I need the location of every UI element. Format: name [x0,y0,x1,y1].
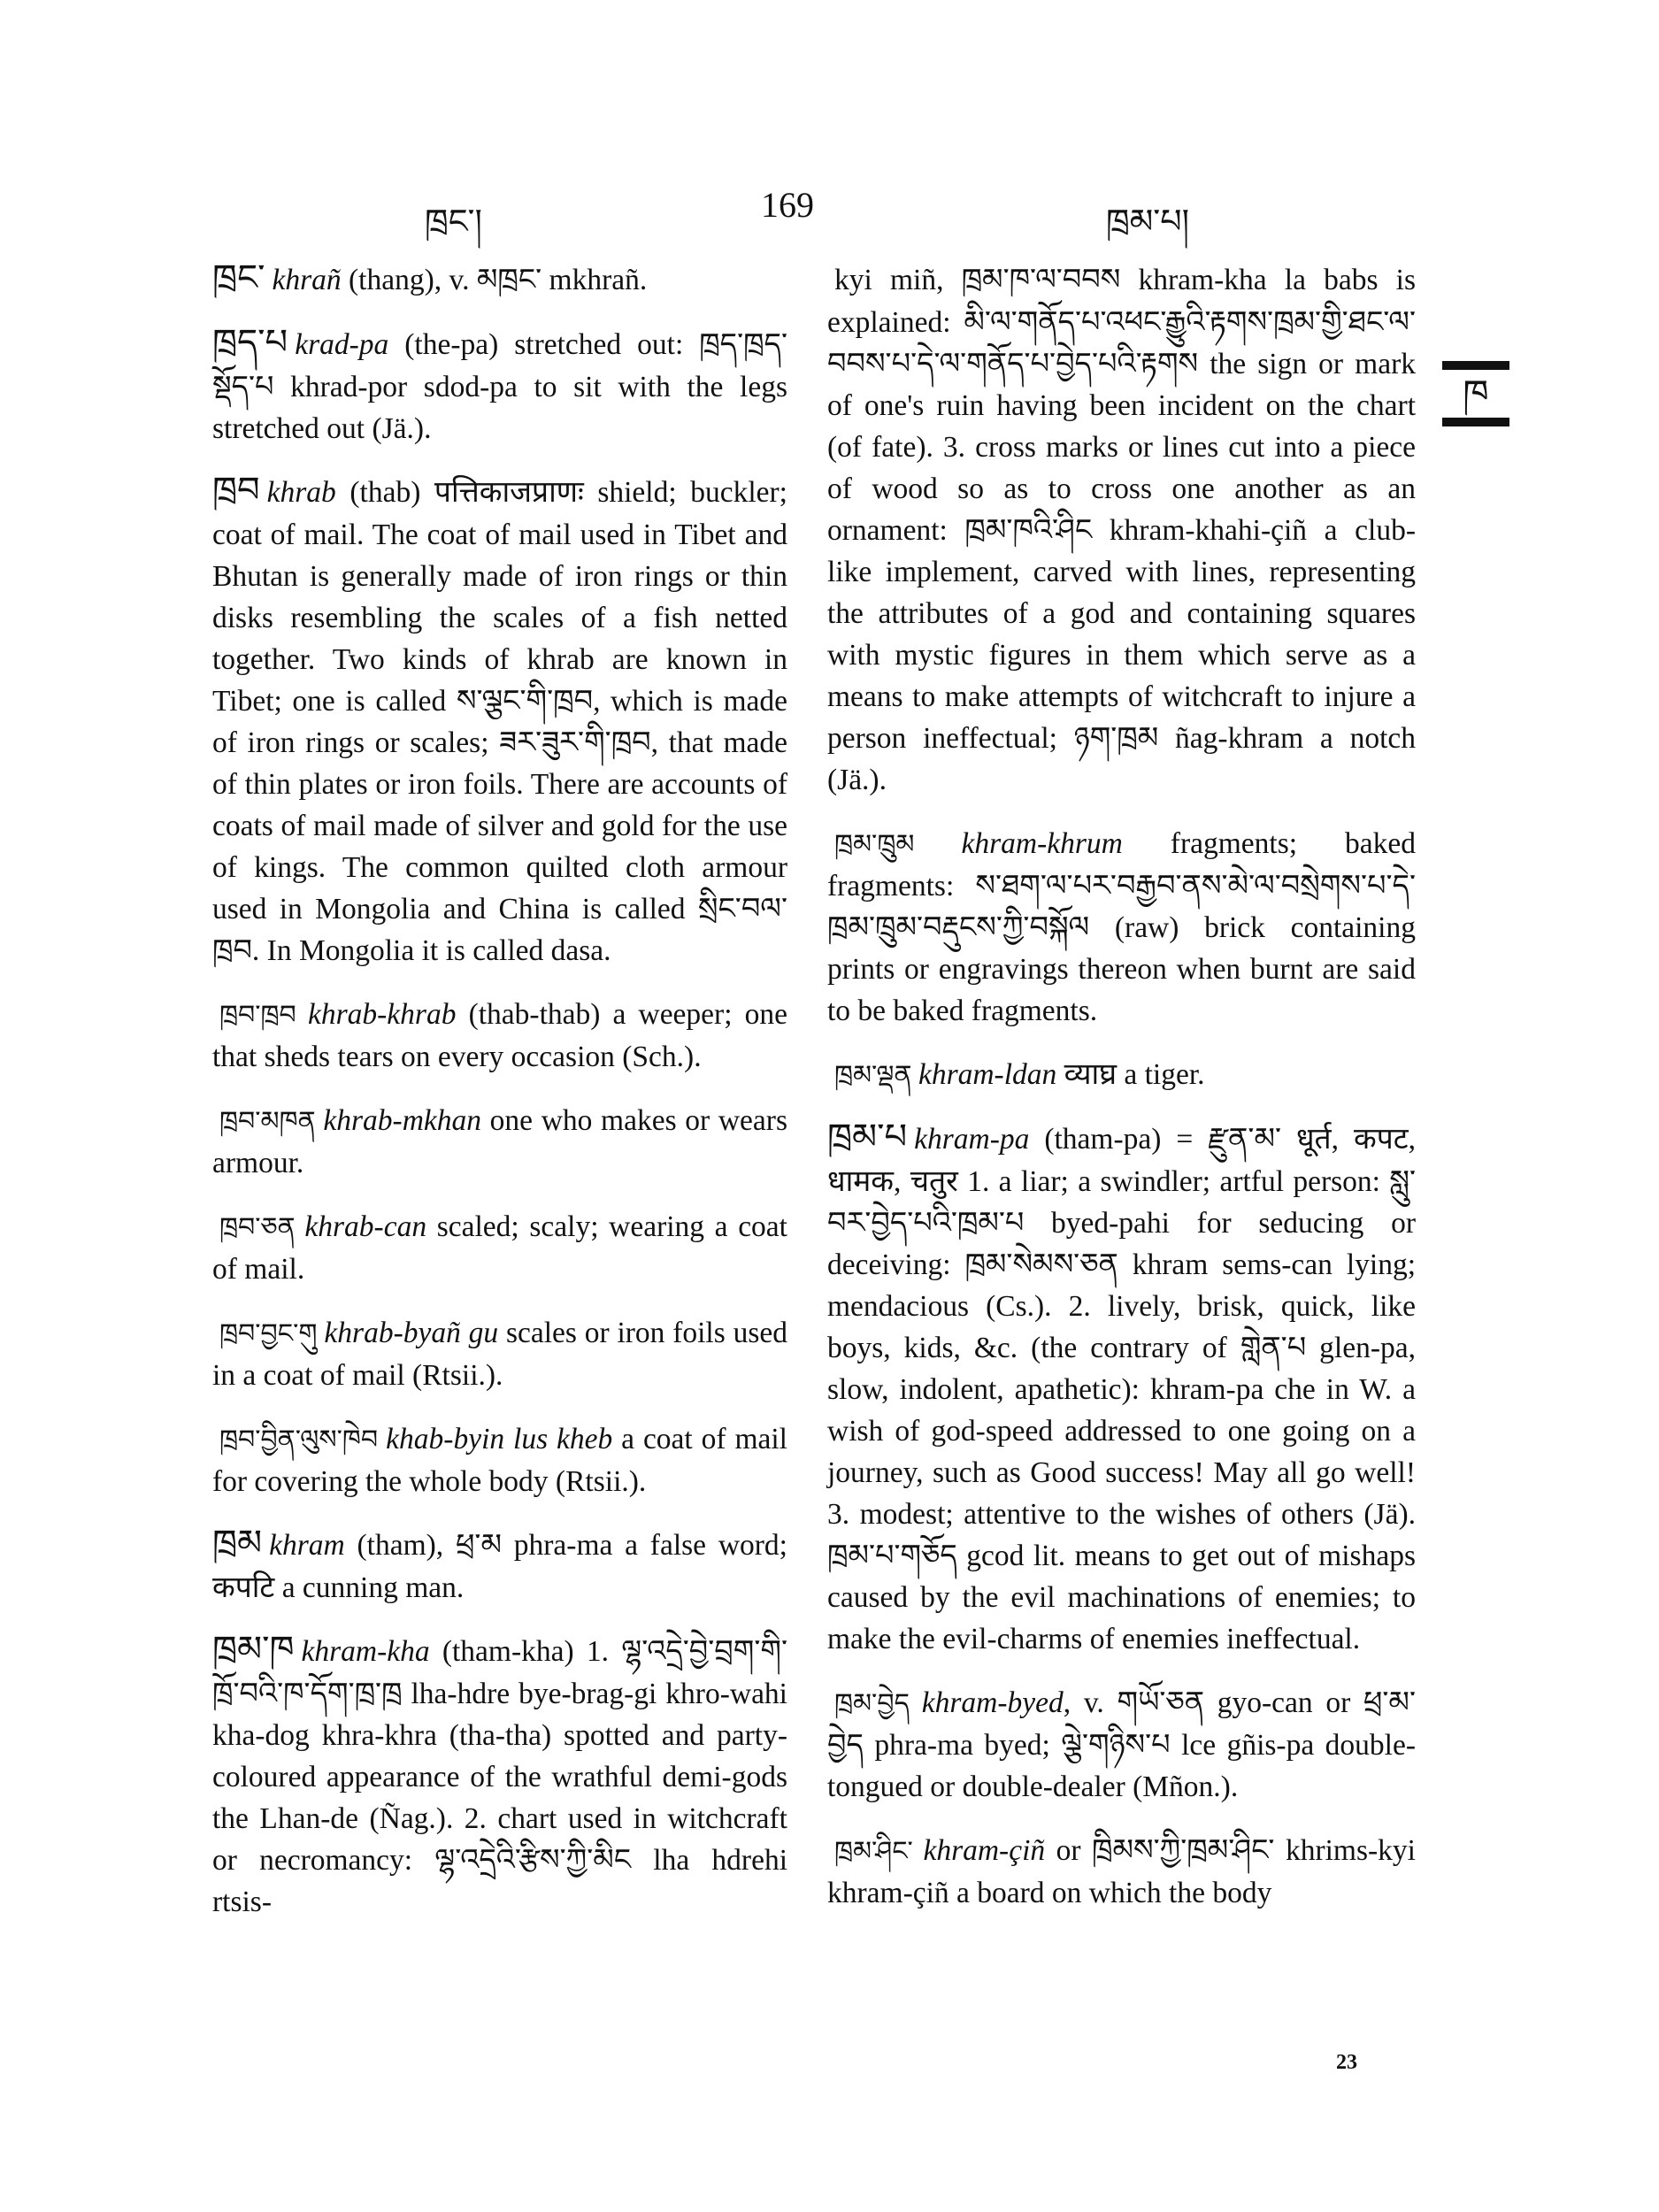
entry-definition: (tham-kha) 1. ལྷ་འདྲེ་བྱེ་བྲག་གི་ཁྲོ་བའི་ཁ་དོག་ཁྲ་ཁྲ lha-hdre bye-brag-gi khro-wahi kha-dog khra-khra (tha-tha) spotted and party-coloured appearance of the wrathful demi-gods the Lhan-de (Ñag.). 2. chart used in witchcraft or necromancy: ལྷ་འདྲེའི་རྩིས་ཀྱི་མིང lha hdrehi rtsis- [212,1635,787,1918]
right-column [827,257,1416,1933]
dictionary-entry [212,1416,787,1502]
entry-tibetan: ཁྲབ་ཅན [219,1213,305,1242]
entry-headword: ཁྲམ [212,1523,263,1563]
entry-definition: fragments; baked fragments: ས་ཐག་ལ་པར་བརྒྱབ་ནས་མེ་ལ་བསྲེགས་པ་དེ་ཁྲམ་ཁྲུམ་བརྡུངས་ཀྱི་བསྐོལ (raw) brick containing prints or engravings thereon when burnt are said to be baked fragments. [827,827,1417,1027]
entry-definition: or ཁྲིམས་ཀྱི་ཁྲམ་ཤིང་ khrims-kyi khram-çiñ a board on which the body [827,1834,1416,1909]
entry-headword: ཁྲབ [212,470,260,510]
entry-tibetan: ཁྲམ་བྱེད [834,1689,922,1718]
entry-definition: scaled; scaly; wearing a coat of mail. [212,1210,787,1286]
entry-definition: scales or iron foils used in a coat of mail (Rtsii.). [212,1317,787,1392]
entry-definition: व्याघ्र a tiger. [1056,1058,1205,1091]
thumb-index-tab [1442,361,1509,426]
dictionary-entry [212,1628,787,1923]
entry-definition: a coat of mail for covering the whole body (Rtsii.). [212,1423,787,1498]
entry-headword: ཁྲམ་ཁ [212,1629,295,1669]
entry-transliteration: khram-ldan [918,1058,1057,1091]
entry-tibetan: ཁྲབ་བྱང་གུ [219,1319,325,1348]
entry-transliteration: khram-çiñ [923,1834,1046,1867]
entry-transliteration: khram-pa [914,1123,1030,1156]
dictionary-entry [212,991,787,1078]
entry-transliteration: khrab-khrab [308,998,457,1031]
entry-definition: (thang), v. མཁྲང་ mkhrañ. [341,264,648,296]
entry-definition: (thab) पत्तिकाजप्राणः shield; buckler; coat of mail. The coat of mail used in Tibet and Bhutan is generally made of iron rings or thin disks resembling the scales of a fish netted together. Two kinds of khrab are known in Tibet; one is called ས་ལྕང་གི་ཁྲབ, which is made of iron rings or scales; ཟར་ཟུར་གི་ཁྲབ, that made of thin plates or iron foils. There are accounts of coats of mail made of silver and gold for the use of kings. The common quilted cloth armour used in Mongolia and China is called སྲིང་བལ་ཁྲབ. In Mongolia it is called dasa. [212,476,787,967]
entry-tibetan: ཁྲབ་ཁྲབ [219,1001,308,1030]
entry-transliteration: khrab-mkhan [323,1104,482,1137]
entry-transliteration: khram-byed [921,1686,1064,1719]
dictionary-entry [827,1116,1416,1660]
entry-headword: ཁྲང་ [212,257,265,297]
dictionary-entry [212,1522,787,1609]
entry-transliteration: khram-khrum [961,827,1123,860]
entry-transliteration: khab-byin lus kheb [386,1423,613,1455]
entry-transliteration: khrab [266,476,336,509]
entry-definition: (tham), ཕྲ་མ phra-ma a false word; कपटि a cunning man. [212,1529,787,1604]
entry-transliteration: krad-pa [295,328,389,361]
entry-tibetan: ཁྲམ་ཤིང་ [834,1837,924,1866]
entry-transliteration: khrab-byañ gu [324,1317,499,1349]
entry-tibetan: ཁྲབ་མཁན [219,1107,324,1136]
thumb-index-letter: ཁ [1463,372,1489,415]
dictionary-entry [212,1310,787,1396]
dictionary-entry [827,1827,1416,1914]
entry-tibetan: ཁྲམ་ཁྲུམ [834,830,962,859]
dictionary-entry [827,820,1416,1032]
dictionary-entry [827,1051,1416,1096]
entry-headword: ཁྲམ་པ [827,1117,908,1156]
entry-definition: (tham-pa) = རྫུན་མ་ धूर्त, कपट, धामक, चतुर 1. a liar; a swindler; artful person: སླུ་བར་བྱེད་པའི་ཁྲམ་པ byed-pahi for seducing or deceiving: ཁྲམ་སེམས་ཅན khram sems-can lying; mendacious (Cs.). 2. lively, brisk, quick, like boys, kids, &c. (the contrary of གླེན་པ glen-pa, slow, indolent, apathetic): khram-pa che in W. a wish of god-speed addressed to one going on a journey, such as Good success! May all go well! 3. modest; attentive to the wishes of others (Jä). ཁྲམ་པ་གཅོད gcod lit. means to get out of mishaps caused by the evil machinations of enemies; to make the evil-charms of enemies ineffectual. [827,1123,1416,1655]
left-column [212,257,787,1942]
dictionary-entry [212,1097,787,1184]
entry-transliteration: khrab-can [304,1210,427,1243]
page-number: 169 [761,185,814,225]
dictionary-entry [212,321,787,449]
entry-transliteration: khrañ [272,264,342,296]
dictionary-entry [212,1203,787,1290]
entry-headword: ཁྲད་པ [212,322,288,362]
running-head-right: ཁྲམ་པ། [1106,202,1190,241]
entry-definition: (thab-thab) a weeper; one that sheds tears on every occasion (Sch.). [212,998,787,1073]
running-head-left: ཁྲང་། [425,202,482,241]
entry-tibetan: ཁྲམ་ལྡན [834,1061,918,1090]
dictionary-entry [827,257,1416,801]
dictionary-entry [212,257,787,302]
entry-transliteration: khram [269,1529,345,1562]
entry-definition: kyi miñ, ཁྲམ་ཁ་ལ་བབས khram-kha la babs is explained: མི་ལ་གནོད་པ་འཕང་རྒྱུའི་རྟགས་ཁྲམ་གྱི་ཐང་ལ་བབས་པ་དེ་ལ་གནོད་པ་བྱེད་པའི་རྟགས the sign or mark of one's ruin having been incident on the chart (of fate). 3. cross marks or lines cut into a piece of wood so as to cross one another as an ornament: ཁྲམ་ཁའི་ཤིང khram-khahi-çiñ a club-like implement, carved with lines, representing the attributes of a god and containing squares with mystic figures in them which serve as a means to make attempts of witchcraft to injure a person ineffectual; ཉག་ཁྲམ ñag-khram a notch (Jä.). [827,264,1416,796]
entry-transliteration: khram-kha [301,1635,430,1668]
signature-mark: 23 [1336,2051,1357,2074]
entry-definition: (the-pa) stretched out: ཁྲད་ཁྲད་སྡོད་པ khrad-por sdod-pa to sit with the legs stretched out (Jä.). [212,328,787,445]
dictionary-entry [827,1679,1416,1808]
entry-definition: one who makes or wears armour. [212,1104,787,1179]
entry-tibetan: ཁྲབ་བྱིན་ལུས་ཁེབ [219,1425,387,1455]
dictionary-entry [212,469,787,972]
entry-definition: , v. གཡོ་ཅན gyo-can or ཕྲ་མ་བྱེད phra-ma byed; ལྕེ་གཉིས་པ lce gñis-pa double-tongued or double-dealer (Mñon.). [827,1686,1416,1803]
